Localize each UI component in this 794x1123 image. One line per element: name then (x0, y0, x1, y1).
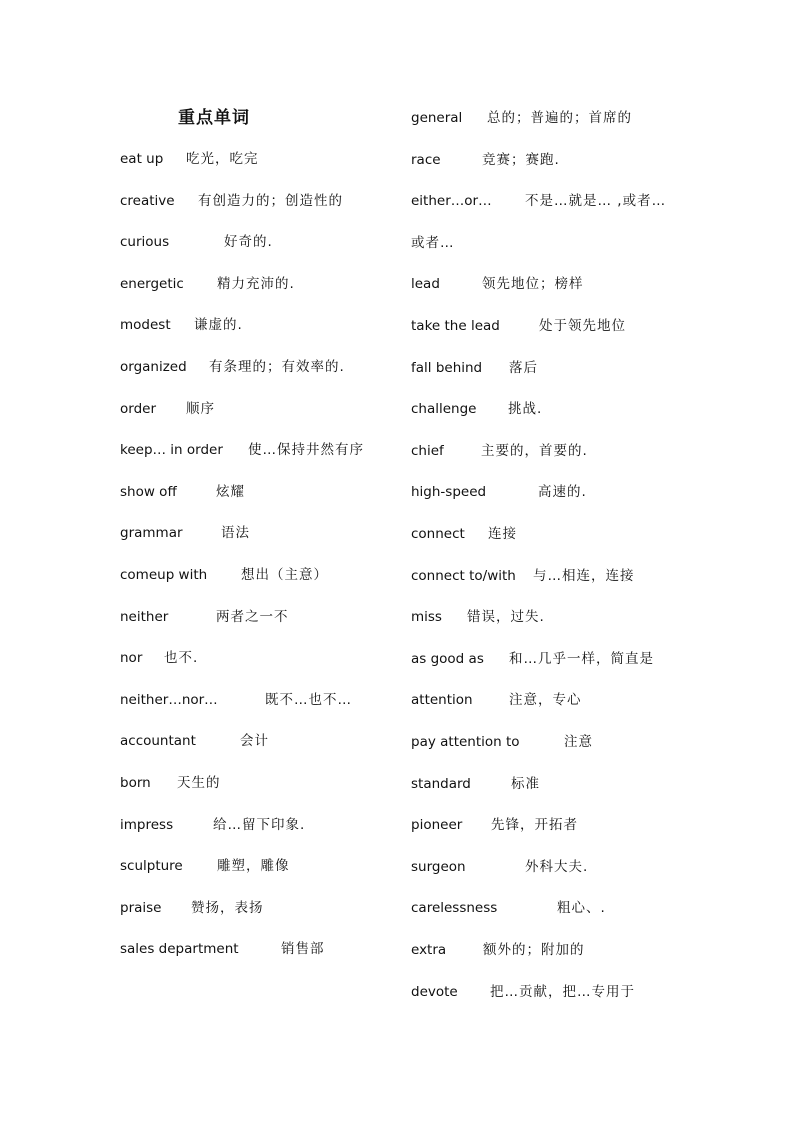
vocab-term: attention (411, 692, 473, 709)
vocab-term: race (411, 151, 441, 168)
vocab-definition: 好奇的. (224, 234, 273, 251)
vocab-definition: 和…几乎一样，简直是 (509, 650, 654, 667)
vocab-term: surgeon (411, 858, 466, 875)
vocab-definition: 与…相连，连接 (533, 567, 635, 584)
vocab-definition: 连接 (488, 526, 517, 542)
vocab-term: nor (120, 650, 143, 667)
vocab-term: born (120, 775, 151, 791)
vocab-term: fall behind (411, 359, 483, 376)
vocab-definition: 总的；普遍的；首席的 (487, 110, 632, 126)
vocab-definition: 处于领先地位 (539, 318, 626, 334)
vocab-term: either…or… (411, 193, 492, 210)
vocab-definition: 精力充沛的. (217, 275, 295, 292)
vocab-term: show off (120, 483, 177, 500)
vocab-term: accountant (120, 733, 196, 750)
vocab-definition: 注意，专心 (509, 692, 582, 709)
vocab-definition: 两者之一不 (216, 608, 289, 625)
vocab-definition: 把…贡献，把…专用于 (490, 983, 635, 1000)
vocab-definition: 主要的，首要的. (481, 442, 588, 459)
vocab-term: connect (411, 526, 465, 542)
vocab-term: miss (411, 609, 442, 626)
vocab-definition: 挑战. (508, 401, 543, 418)
vocab-definition: 赞扬，表扬 (191, 899, 264, 916)
vocab-definition: 领先地位；榜样 (482, 276, 584, 293)
vocab-term: sculpture (120, 858, 183, 875)
vocab-term: pay attention to (411, 734, 520, 750)
vocab-term: challenge (411, 401, 477, 418)
vocab-term: carelessness (411, 900, 498, 917)
vocab-term: neither (120, 608, 169, 625)
vocab-term: lead (411, 276, 440, 293)
vocab-term: keep… in order (120, 442, 223, 459)
vocab-definition: 竞赛；赛跑. (482, 151, 560, 168)
vocab-definition: 吃光，吃完 (186, 151, 259, 167)
vocab-definition: 落后 (509, 359, 538, 376)
vocab-term: organized (120, 359, 187, 375)
vocab-definition: 错误，过失. (467, 609, 545, 626)
vocab-term: energetic (120, 275, 184, 292)
vocab-definition: 标准 (511, 775, 540, 792)
vocab-definition: 顺序 (186, 400, 215, 417)
vocab-definition: 先锋，开拓者 (491, 817, 578, 834)
vocab-definition: 外科大夫. (525, 858, 589, 875)
vocab-term: comeup with (120, 567, 208, 583)
page-title: 重点单词 (178, 108, 250, 128)
vocab-definition: 销售部 (281, 941, 325, 958)
vocab-definition: 不是…就是… ,或者… (525, 193, 667, 210)
vocab-definition: 天生的 (177, 775, 221, 791)
vocab-definition: 或者… (411, 234, 455, 251)
vocab-term: creative (120, 192, 175, 209)
vocab-term: curious (120, 234, 170, 251)
vocab-term: take the lead (411, 318, 500, 334)
vocab-term: order (120, 400, 156, 417)
vocab-definition: 谦虚的. (194, 317, 243, 334)
vocab-definition: 会计 (240, 733, 269, 750)
vocab-definition: 有创造力的；创造性的 (198, 192, 343, 209)
vocab-term: devote (411, 983, 458, 1000)
vocab-definition: 炫耀 (216, 483, 245, 500)
vocab-term: pioneer (411, 817, 463, 834)
vocab-definition: 使…保持井然有序 (248, 442, 364, 459)
vocab-definition: 也不. (164, 650, 199, 667)
vocab-definition: 注意 (564, 734, 593, 750)
vocab-definition: 语法 (221, 525, 250, 542)
vocab-term: high-speed (411, 484, 487, 501)
vocab-definition: 额外的；附加的 (483, 942, 585, 958)
vocab-definition: 粗心、. (557, 900, 606, 917)
vocab-definition: 高速的. (538, 484, 587, 501)
vocab-term: general (411, 110, 463, 126)
vocab-term: modest (120, 317, 171, 334)
vocab-term: connect to/with (411, 567, 516, 584)
vocab-term: eat up (120, 151, 164, 167)
vocab-definition: 雕塑，雕像 (217, 858, 290, 875)
vocab-definition: 想出（主意） (241, 567, 328, 583)
vocab-term: as good as (411, 650, 484, 667)
vocab-definition: 既不…也不… (265, 691, 352, 708)
vocab-term: praise (120, 899, 162, 916)
vocab-term: impress (120, 816, 174, 833)
vocab-definition: 有条理的；有效率的. (209, 359, 345, 375)
vocab-term: standard (411, 775, 471, 792)
vocab-term: sales department (120, 941, 239, 958)
vocab-term: chief (411, 442, 444, 459)
vocab-term: extra (411, 942, 447, 958)
vocab-term: grammar (120, 525, 183, 542)
vocab-definition: 给…留下印象. (213, 816, 306, 833)
vocab-term: neither…nor… (120, 691, 218, 708)
